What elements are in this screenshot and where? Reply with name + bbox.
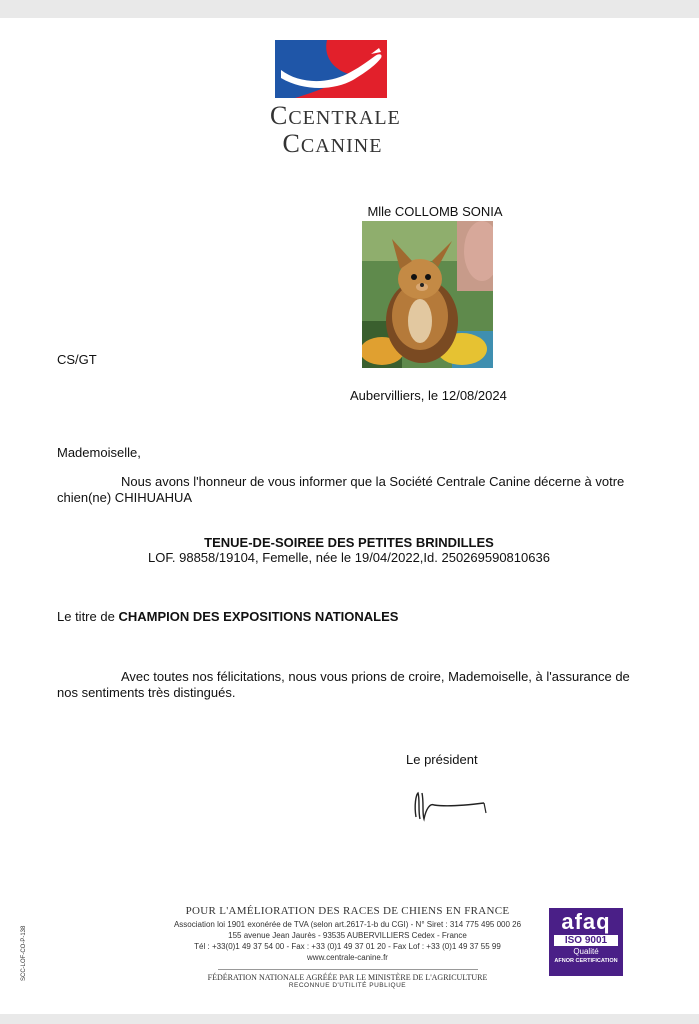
date-line: Aubervilliers, le 12/08/2024 [350, 388, 507, 403]
centrale-canine-logo-icon [275, 40, 387, 98]
signature-icon [408, 785, 492, 830]
brand-name [270, 101, 401, 160]
greeting: Mademoiselle, [57, 445, 141, 460]
closing-paragraph: Avec toutes nos félicitations, nous vous prions de croire, Mademoiselle, à l'assurance de nos sentiments très distingués. [57, 669, 630, 700]
announcement-paragraph: Nous avons l'honneur de vous informer que la Société Centrale Canine décerne à votre chien(ne) CHIHUAHUA [57, 474, 625, 505]
afaq-label: Qualité [573, 947, 599, 956]
title-line [57, 609, 398, 625]
dog-name: TENUE-DE-SOIREE DES PETITES BRINDILLES [204, 535, 494, 550]
form-code: SCC-LOF-CO-P-138 [21, 925, 27, 981]
footer-divider [218, 969, 478, 970]
afaq-brand: afaq [561, 909, 611, 934]
footer-heading: POUR L'AMÉLIORATION DES RACES DE CHIENS EN FRANCE [185, 905, 510, 917]
footer-legal: Association loi 1901 exonérée de TVA (selon art.2617-1-b du CGI) - N° Siret : 314 775 495 000 26 [173, 920, 522, 929]
footer-website: www.centrale-canine.fr [307, 953, 388, 962]
footer-phones: Tél : +33(0)1 49 37 54 00 - Fax : +33 (0)1 49 37 01 20 - Fax Lof : +33 (0)1 49 37 55 99 [194, 942, 501, 951]
recipient-name: Mlle COLLOMB SONIA [367, 204, 503, 219]
title-prefix: Le titre de [57, 609, 115, 624]
brand-line-centrale: CCENTRALE [270, 101, 401, 130]
certificate-page [0, 18, 699, 1014]
footer-federation: FÉDÉRATION NATIONALE AGRÉÉE PAR LE MINISTÈRE DE L'AGRICULTURE [207, 973, 488, 982]
signatory-title: Le président [406, 752, 478, 767]
afaq-issuer: AFNOR CERTIFICATION [554, 958, 618, 964]
dog-details: LOF. 98858/19104, Femelle, née le 19/04/2022,Id. 250269590810636 [148, 550, 550, 565]
afaq-standard: ISO 9001 [554, 935, 618, 946]
title-name: CHAMPION DES EXPOSITIONS NATIONALES [118, 609, 399, 624]
footer-public-utility: RECONNUE D'UTILITÉ PUBLIQUE [288, 982, 407, 989]
afaq-iso-badge-icon [549, 908, 623, 976]
reference-code: CS/GT [57, 352, 97, 367]
footer-address: 155 avenue Jean Jaurès - 93535 AUBERVILLIERS Cedex - France [228, 931, 467, 940]
footer [150, 905, 545, 989]
dog-photo [362, 221, 493, 368]
brand-line-canine: CCANINE [282, 129, 383, 158]
